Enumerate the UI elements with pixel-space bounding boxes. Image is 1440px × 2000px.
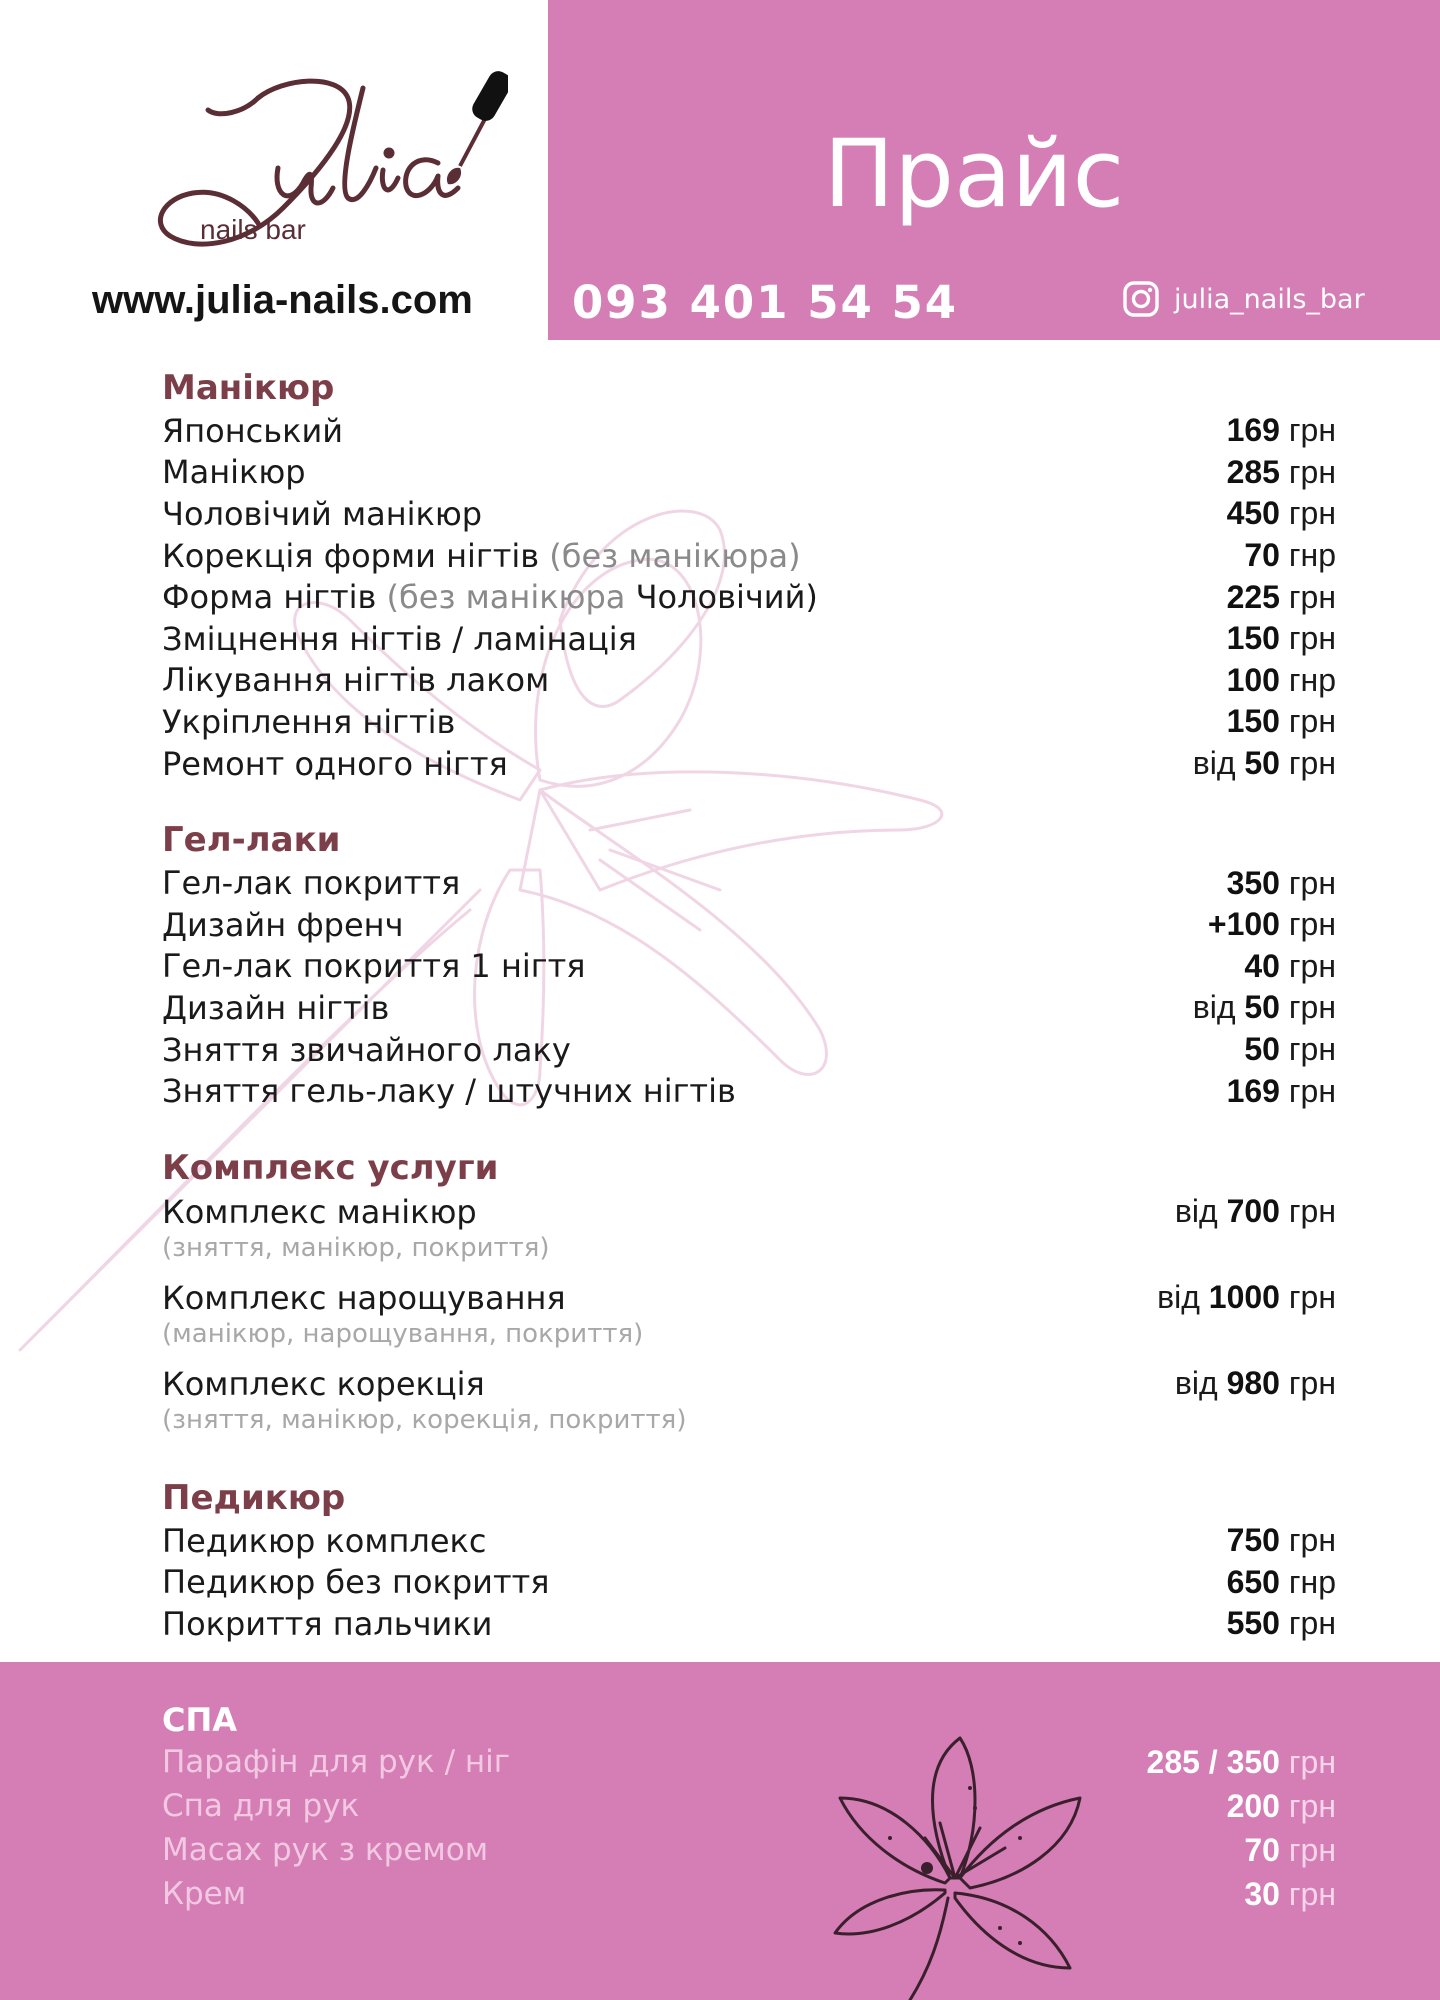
- complex-item: [162, 1190, 1336, 1270]
- price-row: [162, 535, 1336, 577]
- price-row: [162, 660, 1336, 702]
- service-name: Педикюр комплекс: [162, 1521, 487, 1560]
- price-row: [162, 1786, 1336, 1826]
- service-name: Парафін для рук / ніг: [162, 1744, 511, 1780]
- service-name: Масах рук з кремом: [162, 1832, 489, 1868]
- instagram-icon: [1122, 280, 1160, 318]
- service-name: Зміцнення нігтів / ламінація: [162, 619, 637, 658]
- price-row: [162, 1029, 1336, 1071]
- price-row: [162, 862, 1336, 904]
- price-row: [162, 1742, 1336, 1782]
- service-name: Чоловічий манікюр: [162, 494, 483, 533]
- complex-item: [162, 1276, 1336, 1356]
- service-name: Зняття гель-лаку / штучних нігтів: [162, 1072, 736, 1111]
- service-price: 50 грн: [1244, 1031, 1336, 1068]
- section-title-manicure: Манікюр: [162, 368, 335, 408]
- service-name: Зняття звичайного лаку: [162, 1030, 571, 1069]
- service-price: 450 грн: [1226, 495, 1336, 532]
- logo-subtitle: nails bar: [200, 214, 306, 245]
- service-name: Корекція форми нігтів (без манікюра): [162, 536, 801, 575]
- service-name: Педикюр без покриття: [162, 1563, 550, 1602]
- service-price: від 50 грн: [1192, 745, 1336, 782]
- section-pedicure: [162, 1476, 1336, 1645]
- service-price: +100 грн: [1207, 906, 1336, 943]
- section-manicure: [162, 366, 1336, 784]
- website-link[interactable]: www.julia-nails.com: [92, 278, 473, 322]
- price-row: [162, 576, 1336, 618]
- section-title-pedicure: Педикюр: [162, 1477, 346, 1518]
- service-price: від 700 грн: [1174, 1193, 1336, 1230]
- service-name: Комплекс манікюр: [162, 1192, 477, 1231]
- phone-number[interactable]: 093 401 54 54: [572, 276, 959, 329]
- section-title-spa: СПА: [162, 1701, 238, 1739]
- spa-price-list: [162, 1698, 1336, 1914]
- price-row: [162, 743, 1336, 785]
- service-name: Ремонт одного нігтя: [162, 744, 508, 783]
- service-price: 169 грн: [1226, 412, 1336, 449]
- price-row: [162, 987, 1336, 1029]
- service-price: 200 грн: [1226, 1787, 1336, 1824]
- service-name: Покриття пальчики: [162, 1604, 493, 1643]
- price-row: [162, 618, 1336, 660]
- spa-section: [0, 1662, 1440, 2000]
- price-list: [162, 366, 1336, 1679]
- service-price: 225 грн: [1226, 578, 1336, 615]
- service-price: 285 грн: [1226, 453, 1336, 490]
- price-row: [162, 1562, 1336, 1604]
- service-name: Дизайн нігтів: [162, 988, 390, 1027]
- section-complex: [162, 1146, 1336, 1442]
- service-price: 550 грн: [1226, 1605, 1336, 1642]
- instagram-handle: julia_nails_bar: [1174, 283, 1365, 315]
- service-note: (без манікюра: [386, 578, 636, 617]
- page-title: Прайс: [823, 120, 1125, 229]
- price-row: [162, 1362, 1336, 1406]
- service-name: Крем: [162, 1876, 247, 1912]
- service-name: Японський: [162, 411, 344, 450]
- price-row: [162, 1520, 1336, 1562]
- service-price: від 50 грн: [1192, 989, 1336, 1026]
- price-row: [162, 1190, 1336, 1234]
- service-price: 350 грн: [1226, 864, 1336, 901]
- service-name: Спа для рук: [162, 1788, 360, 1824]
- service-name: Комплекс корекція: [162, 1364, 485, 1403]
- service-name: Манікюр: [162, 453, 306, 492]
- logo: [108, 58, 508, 268]
- price-row: [162, 410, 1336, 452]
- service-price: 40 грн: [1244, 947, 1336, 984]
- price-row: [162, 904, 1336, 946]
- price-row: [162, 493, 1336, 535]
- nail-polish-brush-icon: [447, 67, 508, 184]
- section-title-gel-polish: Гел-лаки: [162, 820, 341, 861]
- service-price: 150 грн: [1226, 703, 1336, 740]
- price-row: [162, 1276, 1336, 1320]
- service-name: Укріплення нігтів: [162, 702, 456, 741]
- service-price: 285 / 350 грн: [1146, 1743, 1336, 1780]
- service-price: 70 грн: [1244, 1831, 1336, 1868]
- service-price: від 1000 грн: [1157, 1279, 1336, 1316]
- service-price: 650 гнр: [1226, 1563, 1336, 1600]
- price-row: [162, 946, 1336, 988]
- service-price: 169 грн: [1226, 1072, 1336, 1109]
- service-price: 100 гнр: [1226, 661, 1336, 698]
- price-row: [162, 452, 1336, 494]
- service-price: від 980 грн: [1174, 1365, 1336, 1402]
- service-name: Дизайн френч: [162, 905, 404, 944]
- price-row: [162, 1603, 1336, 1645]
- service-details: (зняття, манікюр, корекція, покриття): [162, 1404, 687, 1435]
- complex-item: [162, 1362, 1336, 1442]
- service-name: Форма нігтів (без манікюра Чоловічий): [162, 578, 818, 617]
- service-name: Гел-лак покриття 1 нігтя: [162, 947, 586, 986]
- service-name: Комплекс нарощування: [162, 1278, 566, 1317]
- section-gel-polish: [162, 818, 1336, 1112]
- service-price: 30 грн: [1244, 1875, 1336, 1912]
- service-details: (зняття, манікюр, покриття): [162, 1232, 550, 1263]
- service-price: 750 грн: [1226, 1522, 1336, 1559]
- service-name: Лікування нігтів лаком: [162, 661, 550, 700]
- logo-script-icon: [108, 58, 508, 268]
- service-note: (без манікюра): [549, 536, 801, 575]
- service-details: (манікюр, нарощування, покриття): [162, 1318, 644, 1349]
- service-price: 70 гнр: [1244, 537, 1336, 574]
- price-row: [162, 1874, 1336, 1914]
- price-row: [162, 701, 1336, 743]
- instagram-link[interactable]: [1122, 280, 1365, 318]
- section-title-complex: Комплекс услуги: [162, 1147, 499, 1188]
- price-row: [162, 1830, 1336, 1870]
- price-row: [162, 1070, 1336, 1112]
- service-price: 150 грн: [1226, 620, 1336, 657]
- service-name: Гел-лак покриття: [162, 864, 461, 903]
